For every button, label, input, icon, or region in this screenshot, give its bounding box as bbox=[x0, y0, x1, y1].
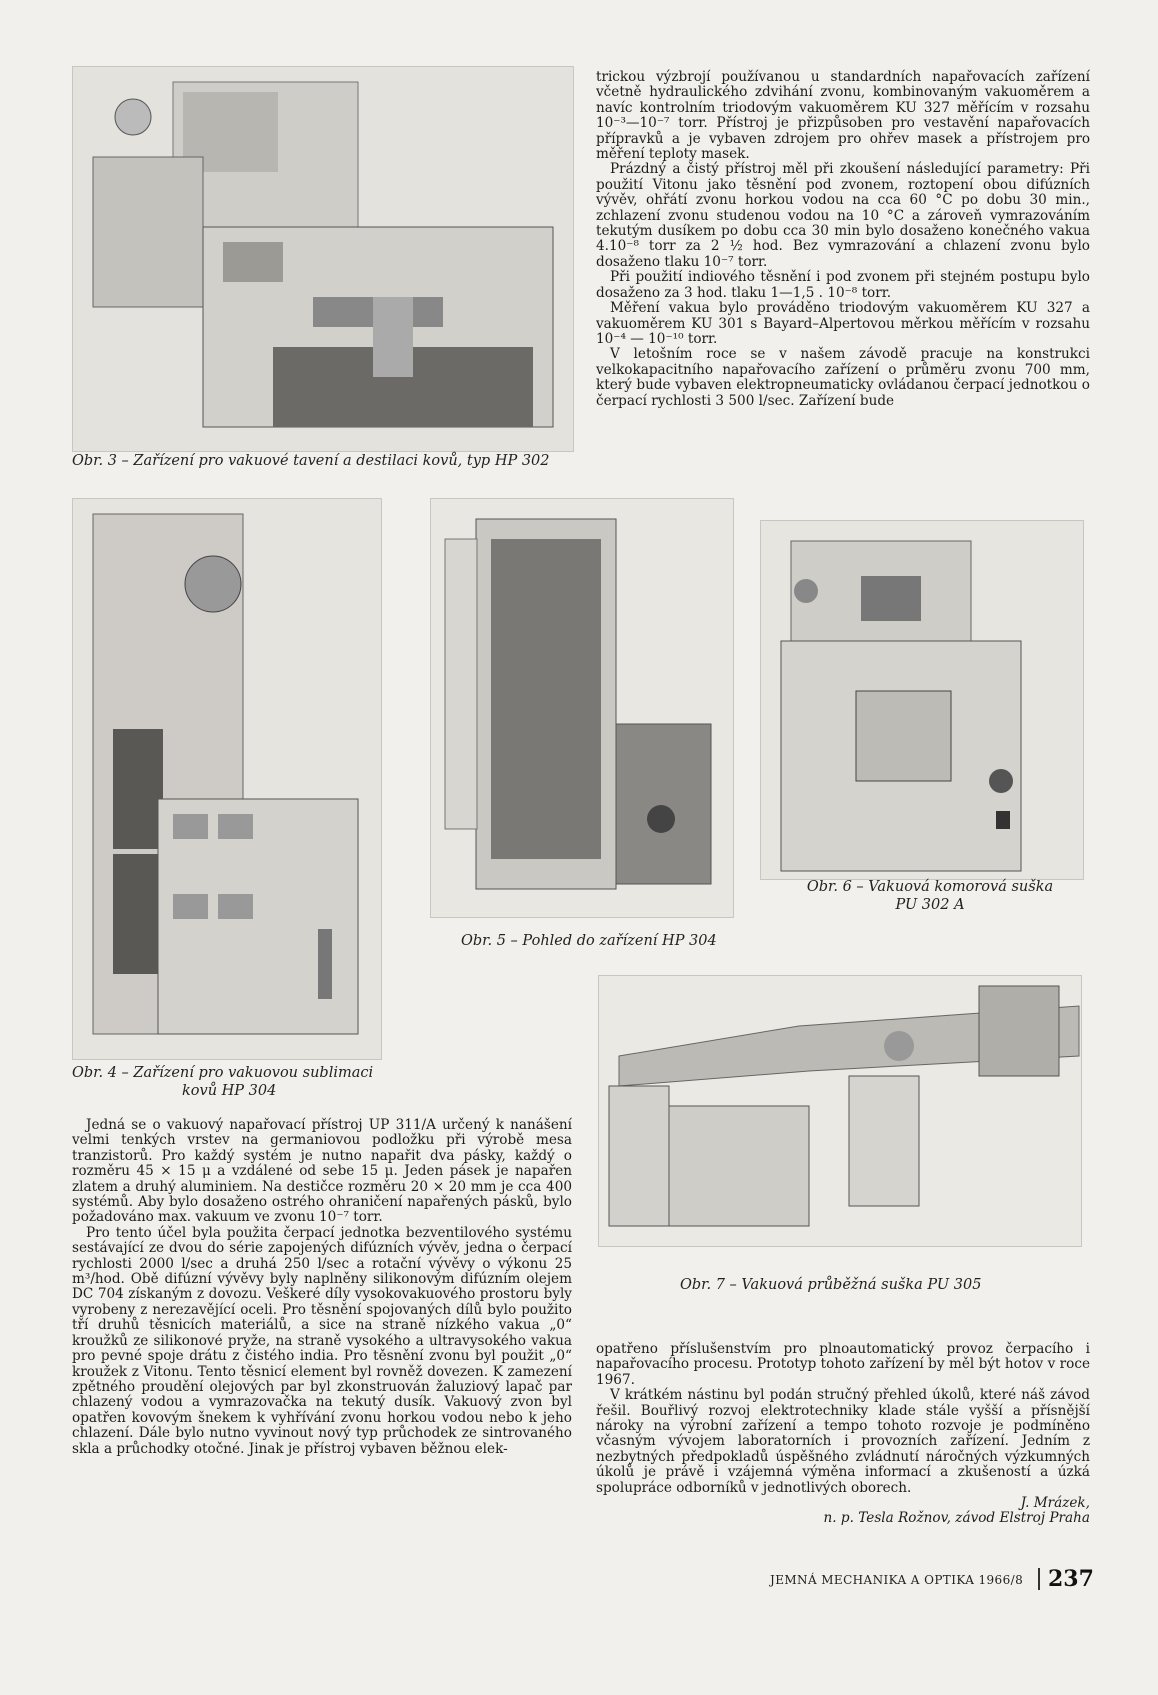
figure-3-photo bbox=[72, 66, 574, 452]
paragraph: V krátkém nástinu byl podán stručný přehled úkolů, které náš závod řešil. Bouřlivý rozvoj elektrotechniky klade stále vyšší a přísnější nároky na výrobní zařízení a tempo tohoto rozvoje je podmíněno včasným vývojem laboratorních i provozních zařízení. Jedním z nezbytných předpokladů úspěšného zvládnutí náročných výzkumných úkolů je právě i vzájemná výměna informací a zkušeností a úzká spolupráce odborníků v jednotlivých oborech. bbox=[596, 1387, 1090, 1496]
footer-separator bbox=[1038, 1568, 1040, 1590]
figure-4-caption-line1: Obr. 4 – Zařízení pro vakuovou sublimaci bbox=[72, 1065, 374, 1081]
paragraph: Jedná se o vakuový napařovací přístroj UP 311/A určený k nanášení velmi tenkých vrstev na germaniovou podložku při výrobě mesa tranzistorů. Pro každý systém je nutno napařit dva pásky, každý o rozměru 45 × 15 μ a vzdálené od sebe 15 μ. Jeden pásek je napařen zlatem a druhý aluminiem. Na destičce rozměru 20 × 20 mm je cca 400 systémů. Aby bylo dosaženo ostrého ohraničení napařených pásků, bylo požadováno max. vakuum ve zvonu 10⁻⁷ torr. bbox=[72, 1117, 572, 1226]
paragraph: Měření vakua bylo prováděno triodovým vakuoměrem KU 327 a vakuoměrem KU 301 s Bayard–Alpertovou měrkou měřícím v rozsahu 10⁻⁴ — 10⁻¹⁰ torr. bbox=[596, 300, 1090, 347]
paragraph: Při použití indiového těsnění i pod zvonem při stejném postupu bylo dosaženo za 3 hod. tlaku 1—1,5 . 10⁻⁸ torr. bbox=[596, 269, 1090, 301]
page-number: 237 bbox=[1048, 1566, 1094, 1592]
figure-6-photo bbox=[760, 520, 1084, 880]
figure-3-caption: Obr. 3 – Zařízení pro vakuové tavení a destilaci kovů, typ HP 302 bbox=[72, 453, 550, 469]
journal-footer: JEMNÁ MECHANIKA A OPTIKA 1966/8 bbox=[770, 1573, 1024, 1587]
figure-4-photo bbox=[72, 498, 382, 1060]
paragraph: V letošním roce se v našem závodě pracuje na konstrukci velkokapacitního napařovacího zařízení o průměru zvonu 700 mm, který bude vybaven elektropneumaticky ovládanou čerpací jednotkou o čerpací rychlosti 3 500 l/sec. Zařízení bude bbox=[596, 346, 1090, 409]
paragraph: trickou výzbrojí používanou u standardních napařovacích zařízení včetně hydraulického zdvihání zvonu, kombinovaným vakuoměrem a navíc kontrolním triodovým vakuoměrem KU 327 měřícím v rozsahu 10⁻³—10⁻⁷ torr. Přístroj je přizpůsoben pro vestavění napařovacích přípravků a je vybaven zdrojem pro ohřev masek a přístrojem pro měření teploty masek. bbox=[596, 69, 1090, 163]
left-bottom-column bbox=[72, 1118, 572, 1457]
figure-7-caption: Obr. 7 – Vakuová průběžná suška PU 305 bbox=[680, 1277, 982, 1293]
figure-6-caption bbox=[790, 878, 1070, 914]
figure-5-photo bbox=[430, 498, 734, 918]
figure-7-photo bbox=[598, 975, 1082, 1247]
paragraph: Prázdný a čistý přístroj měl při zkoušení následující parametry: Při použití Vitonu jako těsnění pod zvonem, roztopení obou difúzních vývěv, ohřátí zvonu horkou vodou na cca 60 °C po dobu 30 min., zchlazení zvonu studenou vodou na 10 °C a zároveň vymrazováním tekutým dusíkem po dobu cca 30 min bylo dosaženo konečného vakua 4.10⁻⁸ torr za 2 ½ hod. Bez vymrazování a chlazení zvonu bylo dosaženo tlaku 10⁻⁷ torr. bbox=[596, 161, 1090, 270]
figure-6-caption-line2: PU 302 A bbox=[895, 897, 965, 913]
author-name: J. Mrázek, bbox=[1020, 1495, 1090, 1512]
author-affiliation: n. p. Tesla Rožnov, závod Elstroj Praha bbox=[823, 1510, 1090, 1527]
paragraph: Pro tento účel byla použita čerpací jednotka bezventilového systému sestávající ze dvou do série zapojených difúzních vývěv, jedna o čerpací rychlosti 2000 l/sec a druhá 250 l/sec a rotační vývěvy o výkonu 25 m³/hod. Obě difúzní vývěvy byly naplněny silikonovým difúzním olejem DC 704 získaným z dovozu. Veškeré díly vysokovakuového prostoru byly vyrobeny z nerezavějící oceli. Pro těsnění spojovaných dílů bylo použito tří druhů těsnicích materiálů, a sice na straně nízkého vakua „0“ kroužků ze silikonové pryže, na straně vysokého a ultravysokého vakua pro pevné spoje drátu z čistého india. Pro těsnění zvonu byl použit „0“ kroužek z Vitonu. Tento těsnicí element byl rovněž dovezen. K zamezení zpětného proudění olejových par byl zkonstruován žaluziový lapač par chlazený vodou a vymrazovačka na tekutý dusík. Vakuový zvon byl opatřen kovovým šnekem k vyhřívání zvonu horkou vodou nebo k jeho chlazení. Dále bylo nutno vyvinout nový typ průchodek ze sintrovaného skla a průchodky otočné. Jinak je přístroj vybaven běžnou elek- bbox=[72, 1224, 572, 1457]
figure-4-caption-line2: kovů HP 304 bbox=[182, 1083, 277, 1099]
right-top-column bbox=[596, 70, 1090, 409]
figure-4-caption bbox=[72, 1064, 392, 1100]
figure-6-caption-line1: Obr. 6 – Vakuová komorová suška bbox=[806, 879, 1054, 895]
paragraph: opatřeno příslušenstvím pro plnoautomatický provoz čerpacího i napařovacího procesu. Prototyp tohoto zařízení by měl být hotov v roce 1967. bbox=[596, 1341, 1090, 1388]
figure-5-caption: Obr. 5 – Pohled do zařízení HP 304 bbox=[461, 933, 717, 949]
right-bottom-column bbox=[596, 1342, 1090, 1527]
